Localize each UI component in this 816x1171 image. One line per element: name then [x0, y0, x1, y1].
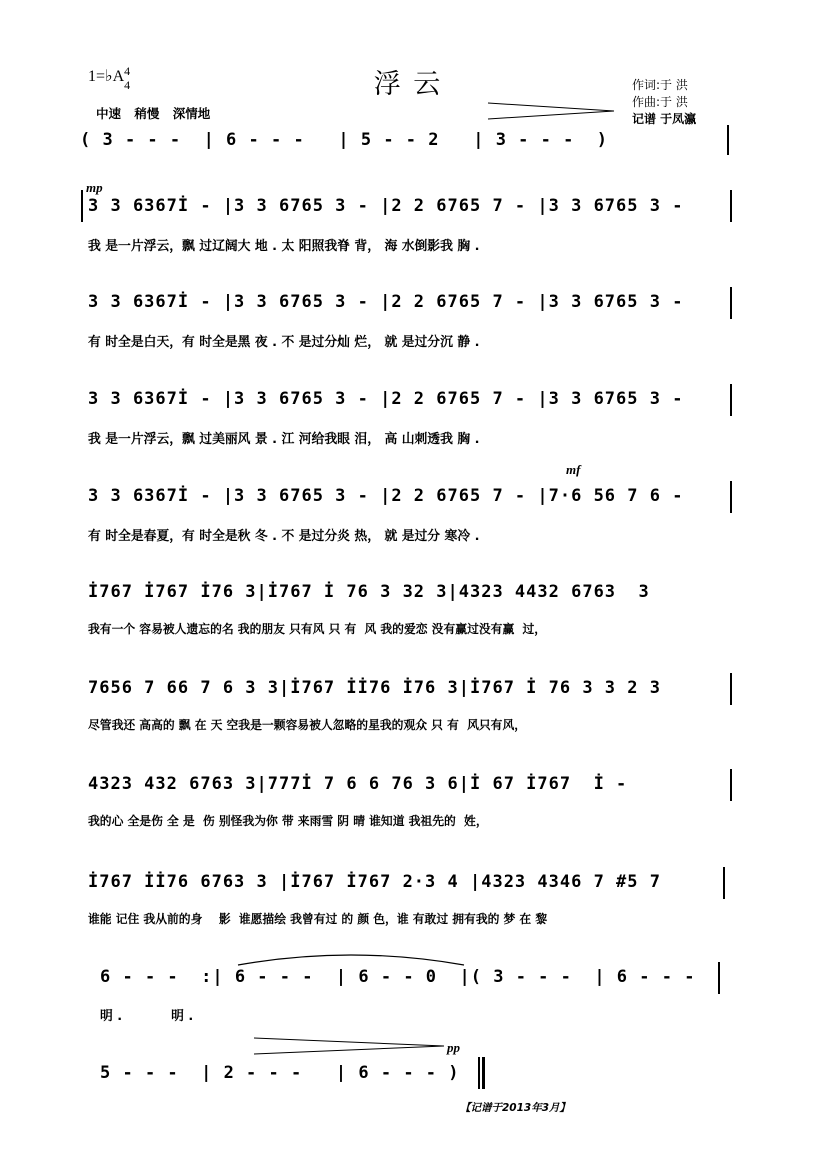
notes-row-2: 3 3 6367İ - |3 3 6765 3 - |2 2 6765 7 - |3 3 6765 3 - [88, 292, 684, 312]
notes-row-8: İ767 İİ76 6763 3 |İ767 İ767 2·3 4 |4323 4346 7 #5 7 [88, 872, 661, 892]
barline [730, 190, 732, 222]
notes-row-5: İ767 İ767 İ76 3|İ767 İ 76 3 32 3|4323 4432 6763 3 [88, 582, 650, 602]
notes-row-7: 4323 432 6763 3|777İ 7 6 6 76 3 6|İ 67 İ767 İ - [88, 774, 628, 794]
tie-slur [236, 951, 466, 967]
time-bottom: 4 [124, 78, 131, 92]
lyrics-row-2: 有 时全是白天，有 时全是黑 夜 . 不 是过分灿 烂， 就 是过分沉 静 . [88, 335, 480, 350]
lyricist-credit: 作词:于 洪 [632, 78, 688, 92]
notes-row-4: 3 3 6367İ - |3 3 6765 3 - |2 2 6765 7 - |7·6 56 7 6 - [88, 486, 684, 506]
barline [730, 769, 732, 801]
barline [723, 867, 725, 899]
time-signature [124, 64, 130, 92]
transcriber-credit: 记谱 于凤瀛 [632, 112, 697, 126]
tempo-marking: 中速 稍慢 深情地 [96, 106, 211, 121]
barline-start [81, 190, 83, 222]
key-signature [88, 64, 130, 92]
notes-row-intro: ( 3 - - - | 6 - - - | 5 - - 2 | 3 - - - ) [80, 130, 609, 150]
lyrics-row-6: 尽管我还 高高的 飘 在 天 空我是一颗容易被人忽略的星我的观众 只 有 风只有风， [88, 718, 527, 732]
barline [730, 673, 732, 705]
lyrics-row-9: 明 . 明 . [100, 1009, 194, 1024]
barline [718, 962, 720, 994]
decrescendo-hairpin-bottom [252, 1036, 447, 1056]
notes-row-6: 7656 7 66 7 6 3 3|İ767 İİ76 İ76 3|İ767 İ 76 3 3 2 3 [88, 678, 661, 698]
notes-row-3: 3 3 6367İ - |3 3 6765 3 - |2 2 6765 7 - |3 3 6765 3 - [88, 389, 684, 409]
dynamic-mf: mf [566, 462, 581, 477]
final-barline-thin [478, 1057, 480, 1089]
time-top: 4 [124, 64, 131, 78]
lyrics-row-4: 有 时全是春夏，有 时全是秋 冬 . 不 是过分炎 热， 就 是过分 寒冷 . [88, 529, 480, 544]
notes-row-10: 5 - - - | 2 - - - | 6 - - - ) [100, 1063, 460, 1083]
dynamic-mp: mp [86, 180, 103, 195]
notes-row-1: 3 3 6367İ - |3 3 6765 3 - |2 2 6765 7 - |3 3 6765 3 - [88, 196, 684, 216]
barline [730, 384, 732, 416]
barline [730, 287, 732, 319]
lyrics-row-1: 我 是一片浮云，飘 过辽阔大 地 . 太 阳照我脊 背， 海 水倒影我 胸 . [88, 239, 480, 254]
dynamic-pp: pp [447, 1040, 460, 1055]
song-title: 浮 云 [373, 69, 443, 100]
lyrics-row-3: 我 是一片浮云，飘 过美丽风 景 . 江 河给我眼 泪， 高 山刺透我 胸 . [88, 432, 480, 447]
decrescendo-hairpin-top [486, 101, 616, 121]
notes-row-9: 6 - - - :| 6 - - - | 6 - - 0 |( 3 - - - | 6 - - - [100, 967, 696, 987]
lyrics-row-7: 我的心 全是伤 全 是 伤 别怪我为你 带 来雨雪 阴 晴 谁知道 我祖先的 姓， [88, 814, 488, 828]
transcription-date: 【记谱于2013年3月】 [460, 1102, 571, 1114]
final-barline-thick [482, 1057, 485, 1089]
key-label: 1=♭A [88, 68, 125, 86]
barline [730, 481, 732, 513]
lyrics-row-5: 我有一个 容易被人遗忘的名 我的朋友 只有风 只 有 风 我的爱恋 没有赢过没有赢 过， [88, 622, 547, 636]
composer-credit: 作曲:于 洪 [632, 95, 688, 109]
barline [727, 125, 729, 155]
lyrics-row-8: 谁能 记住 我从前的身 影 谁愿描绘 我曾有过 的 颜 色，谁 有敢过 拥有我的 梦 在 黎 [88, 912, 548, 926]
